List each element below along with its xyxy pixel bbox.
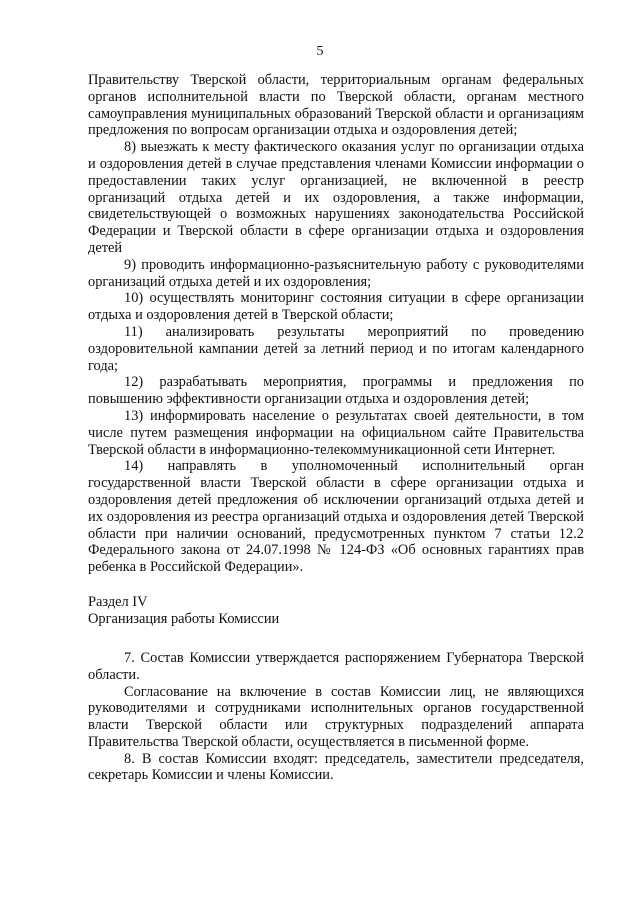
clause-8: 8. В состав Комиссии входят: председатель, заместители председателя, секретарь Комиссии и члены Комиссии. (88, 750, 584, 784)
section-title: Организация работы Комиссии (88, 610, 280, 627)
list-item-13: 13) информировать население о результатах своей деятельности, в том числе путем размещения информации на официальном сайте Правительства Тверской области в информационно-телекоммуникационной сети Интернет. (88, 407, 584, 458)
list-item-12: 12) разрабатывать мероприятия, программы и предложения по повышению эффективности организации отдыха и оздоровления детей; (88, 374, 584, 408)
spacer (88, 628, 584, 650)
clause-7: 7. Состав Комиссии утверждается распоряжением Губернатора Тверской области. (88, 649, 584, 683)
section-heading (88, 594, 584, 628)
list-item-10: 10) осуществлять мониторинг состояния ситуации в сфере организации отдыха и оздоровления детей в Тверской области; (88, 290, 584, 324)
page-number: 5 (316, 44, 324, 59)
list-item-14: 14) направлять в уполномоченный исполнительный орган государственной власти Тверской области в сфере организации отдыха и оздоровления детей предложения об исключении организаций отдыха детей и их оздоровления из реестра организаций отдыха и оздоровления детей Тверской области при наличии оснований, предусмотренных пунктом 7 статьи 12.2 Федерального закона от 24.07.1998 № 124-ФЗ «Об основных гарантиях прав ребенка в Российской Федерации». (88, 458, 584, 576)
list-item-8: 8) выезжать к месту фактического оказания услуг по организации отдыха и оздоровления детей в случае представления членами Комиссии информации о предоставлении таких услуг организацией, не включенной в реестр организаций отдыха детей и их оздоровления, а также информации, свидетельствующей о возможных нарушениях законодательства Российской Федерации и Тверской области в сфере организации отдыха и оздоровления детей (88, 139, 584, 256)
paragraph: Правительству Тверской области, территориальным органам федеральных органов исполнительной власти по Тверской области, органам местного самоуправления муниципальных образований Тверской области и организациям предложения по вопросам организации отдыха и оздоровления детей; (88, 72, 584, 139)
list-item-11: 11) анализировать результаты мероприятий по проведению оздоровительной кампании детей за летний период и по итогам календарного года; (88, 323, 584, 374)
clause-7-approval: Согласование на включение в состав Комиссии лиц, не являющихся руководителями и сотрудниками исполнительных органов государственной власти Тверской области или структурных подразделений аппарата Правительства Тверской области, осуществляется в письменной форме. (88, 683, 584, 750)
section-number: Раздел IV (88, 593, 148, 610)
document-body (88, 72, 584, 784)
list-item-9: 9) проводить информационно-разъяснительную работу с руководителями организаций отдыха детей и их оздоровления; (88, 256, 584, 290)
